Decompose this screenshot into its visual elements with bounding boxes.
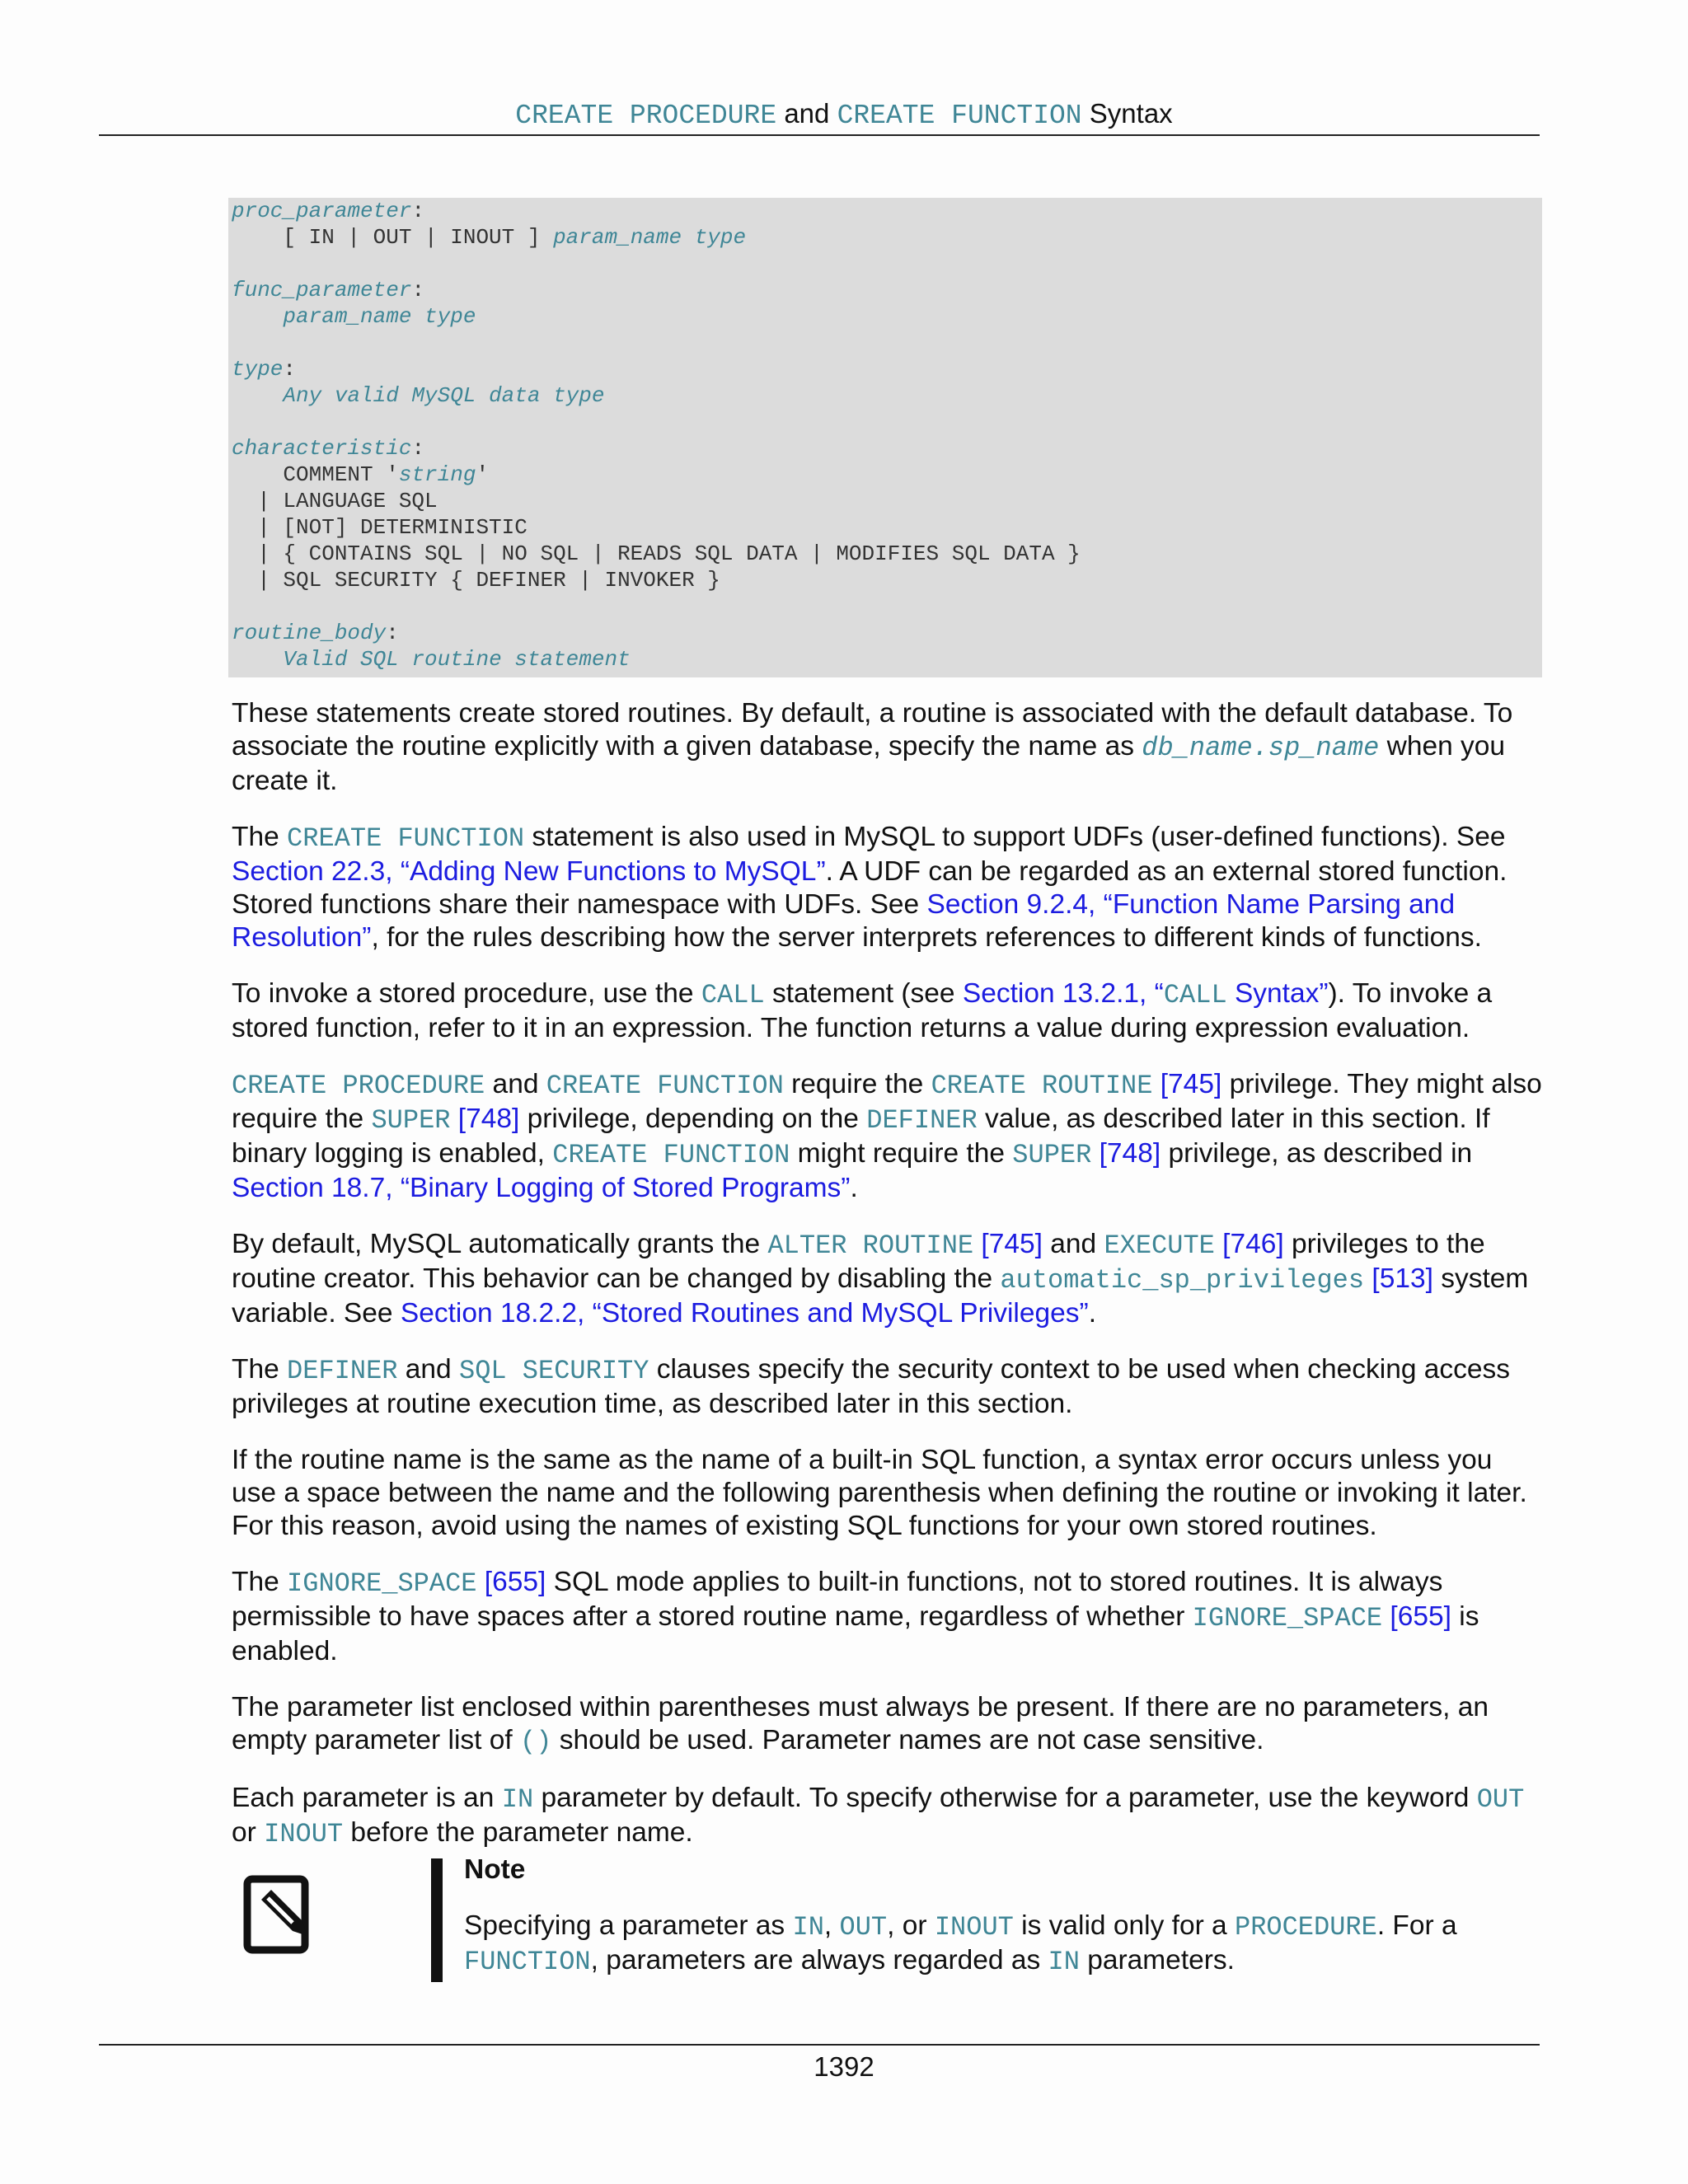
p4-text: privilege, depending on the	[519, 1104, 867, 1134]
link-ref-655[interactable]: [655]	[476, 1567, 546, 1597]
p10-text: before the parameter name.	[343, 1817, 693, 1848]
header-keyword-create-procedure: CREATE PROCEDURE	[515, 101, 777, 131]
p4-text: might require the	[790, 1138, 1013, 1169]
p4-code: SUPER	[1012, 1140, 1092, 1170]
note-text-part: ,	[823, 1910, 840, 1941]
note-text-part: , or	[887, 1910, 935, 1941]
p4-code: CREATE ROUTINE	[931, 1071, 1153, 1101]
link-section-9-2-4[interactable]: Section 9.2.4, “Function Name Parsing and Resolution”	[232, 889, 1456, 953]
p2-text: . A UDF can be regarded as an external stored function. Stored functions share their namespace with UDFs. See	[232, 856, 1507, 920]
link-section-13-2-1[interactable]	[963, 978, 1329, 1009]
note-text-part: . For a	[1376, 1910, 1457, 1941]
p4-text: and	[485, 1069, 546, 1099]
p4-text: value, as described later in this section. If binary logging is enabled,	[232, 1104, 1490, 1169]
link-ref-513[interactable]: [513]	[1364, 1263, 1433, 1294]
note-bar	[431, 1858, 443, 1982]
p5-text: system variable. See	[232, 1263, 1529, 1329]
p6-code: SQL SECURITY	[458, 1356, 649, 1386]
p9-text: The parameter list enclosed within parentheses must always be present. If there are no parameters, an empty parameter list of	[232, 1692, 1489, 1755]
note-title: Note	[464, 1854, 526, 1885]
p10-code: OUT	[1476, 1784, 1525, 1815]
p8-code: IGNORE_SPACE	[1192, 1603, 1383, 1633]
paragraph-intro	[232, 697, 1542, 798]
link-code: CALL	[1163, 980, 1227, 1010]
link-ref-748[interactable]: [748]	[450, 1104, 520, 1134]
note-code: IN	[1048, 1947, 1080, 1977]
code-routine-body: routine_body	[232, 621, 387, 645]
code-func-parameter: func_parameter	[232, 278, 412, 302]
link-ref-745[interactable]: [745]	[973, 1229, 1043, 1259]
p1-text: These statements create stored routines. By default, a routine is associated with the default database. To associate the routine explicitly with a given database, specify the name as	[232, 698, 1513, 762]
paragraph-builtin-names	[232, 1444, 1542, 1543]
paragraph-udf	[232, 821, 1542, 954]
link-ref-746[interactable]: [746]	[1214, 1229, 1284, 1259]
paragraph-in-out	[232, 1782, 1542, 1851]
paragraph-definer	[232, 1353, 1542, 1421]
syntax-code-block	[228, 198, 1542, 677]
p5-text: and	[1042, 1229, 1104, 1259]
p6-text: clauses specify the security context to be used when checking access privileges at routine execution time, as described later in this section.	[232, 1354, 1511, 1419]
p5-code: automatic_sp_privileges	[1000, 1265, 1365, 1296]
p4-text: privilege, as described in	[1160, 1138, 1473, 1169]
p2-code: CREATE FUNCTION	[287, 823, 525, 854]
p10-code: IN	[501, 1784, 534, 1815]
p8-text: SQL mode applies to built-in functions, not to stored routines. It is always permissible to have spaces after a stored routine name, regardless of whether	[232, 1567, 1443, 1632]
code-colon: :	[411, 436, 425, 461]
note-code: FUNCTION	[464, 1947, 591, 1977]
p5-text: By default, MySQL automatically grants the	[232, 1229, 768, 1259]
note-text-part: parameters.	[1079, 1945, 1235, 1975]
p8-text: The	[232, 1567, 288, 1597]
code-any-valid: Any valid MySQL data type	[283, 383, 605, 408]
link-text: Syntax”	[1226, 978, 1329, 1009]
note-box	[232, 1854, 1542, 1981]
p5-code: EXECUTE	[1104, 1230, 1215, 1261]
code-proc-line: [ IN | OUT | INOUT ]	[232, 225, 554, 250]
code-colon: :	[411, 199, 425, 223]
link-ref-655[interactable]: [655]	[1382, 1601, 1451, 1632]
p6-code: DEFINER	[287, 1356, 398, 1386]
p7-text: If the routine name is the same as the name of a built-in SQL function, a syntax error occurs unless you use a space between the name and the following parenthesis when defining the routine or invoking it later. For this reason, avoid using the names of existing SQL functions for your own stored routines.	[232, 1445, 1527, 1541]
p10-code: INOUT	[264, 1819, 344, 1849]
p9-code: ()	[520, 1727, 552, 1757]
note-text	[464, 1910, 1536, 1979]
note-code: OUT	[839, 1912, 888, 1943]
running-header	[0, 97, 1688, 133]
code-valid-sql: Valid SQL routine statement	[283, 647, 631, 672]
body-text	[232, 697, 1542, 1874]
p5-code: ALTER ROUTINE	[767, 1230, 974, 1261]
header-keyword-create-function: CREATE FUNCTION	[837, 101, 1082, 131]
p4-text: privilege. They might also require the	[232, 1069, 1542, 1134]
code-colon: :	[283, 357, 297, 382]
note-text-part: is valid only for a	[1013, 1910, 1235, 1941]
p1-code: db_name.sp_name	[1142, 733, 1380, 763]
link-section-22-3[interactable]: Section 22.3, “Adding New Functions to MySQL”	[232, 856, 826, 887]
code-colon: :	[386, 621, 399, 645]
code-param-name-type: param_name type	[553, 225, 747, 250]
code-type: type	[232, 357, 284, 382]
code-characteristic-lines: | LANGUAGE SQL | [NOT] DETERMINISTIC | { CONTAINS SQL | NO SQL | READS SQL DATA | MODIFIES SQL DATA } | SQL SECURITY { DEFINER | INVOKER }	[257, 489, 1081, 593]
p10-text: parameter by default. To specify otherwise for a parameter, use the keyword	[533, 1783, 1477, 1813]
p2-text: , for the rules describing how the server interprets references to different kinds of functions.	[371, 922, 1482, 953]
code-comment-pre: COMMENT '	[232, 462, 399, 487]
p10-text: Each parameter is an	[232, 1783, 502, 1813]
note-code: IN	[792, 1912, 824, 1943]
p3-text: statement (see	[764, 978, 963, 1009]
p4-text: require the	[783, 1069, 931, 1099]
link-section-18-2-2[interactable]: Section 18.2.2, “Stored Routines and MySQL Privileges”	[400, 1298, 1089, 1329]
code-param-name-type: param_name type	[283, 304, 476, 329]
link-section-18-7[interactable]: Section 18.7, “Binary Logging of Stored Programs”	[232, 1173, 851, 1203]
code-characteristic: characteristic	[232, 436, 412, 461]
p3-code: CALL	[701, 980, 765, 1010]
code-comment-post: '	[476, 462, 490, 487]
p4-code: CREATE FUNCTION	[546, 1071, 784, 1101]
p4-code: CREATE PROCEDURE	[232, 1071, 485, 1101]
link-text: Section 13.2.1, “	[962, 978, 1164, 1009]
note-text-part: , parameters are always regarded as	[590, 1945, 1048, 1975]
header-and: and	[776, 98, 837, 129]
page-number: 1392	[814, 2051, 874, 2082]
p1-text-end: when you create it.	[232, 731, 1506, 796]
paragraph-invoke	[232, 977, 1542, 1045]
p3-text: To invoke a stored procedure, use the	[232, 978, 701, 1009]
p4-code: SUPER	[371, 1105, 451, 1136]
header-syntax: Syntax	[1081, 98, 1173, 129]
p6-text: The	[232, 1354, 288, 1385]
note-pencil-icon	[243, 1875, 314, 1954]
note-text-part: Specifying a parameter as	[464, 1910, 793, 1941]
p2-text: statement is also used in MySQL to support UDFs (user-defined functions). See	[524, 822, 1506, 852]
p4-code: CREATE FUNCTION	[552, 1140, 790, 1170]
p2-text: The	[232, 822, 288, 852]
p8-code: IGNORE_SPACE	[287, 1568, 477, 1599]
paragraph-ignore-space	[232, 1566, 1542, 1668]
paragraph-auto-grants	[232, 1228, 1542, 1330]
p4-text: .	[850, 1173, 858, 1203]
p8-text: is enabled.	[232, 1601, 1479, 1666]
link-ref-748[interactable]: [748]	[1091, 1138, 1161, 1169]
code-string: string	[398, 462, 476, 487]
p10-text: or	[232, 1817, 265, 1848]
footer-rule	[99, 2044, 1540, 2046]
p5-text: privileges to the routine creator. This behavior can be changed by disabling the	[232, 1229, 1485, 1294]
code-proc-parameter: proc_parameter	[232, 199, 412, 223]
link-ref-745[interactable]: [745]	[1152, 1069, 1222, 1099]
note-code: PROCEDURE	[1234, 1912, 1377, 1943]
p9-text: should be used. Parameter names are not case sensitive.	[551, 1725, 1264, 1755]
p3-text: ). To invoke a stored function, refer to it in an expression. The function returns a value during expression evaluation.	[232, 978, 1493, 1043]
p4-code: DEFINER	[866, 1105, 978, 1136]
paragraph-privileges	[232, 1068, 1542, 1205]
code-colon: :	[411, 278, 425, 302]
p6-text: and	[397, 1354, 459, 1385]
paragraph-parameter-list	[232, 1691, 1542, 1759]
header-rule	[99, 134, 1540, 136]
note-code: INOUT	[934, 1912, 1014, 1943]
p5-text: .	[1088, 1298, 1096, 1329]
